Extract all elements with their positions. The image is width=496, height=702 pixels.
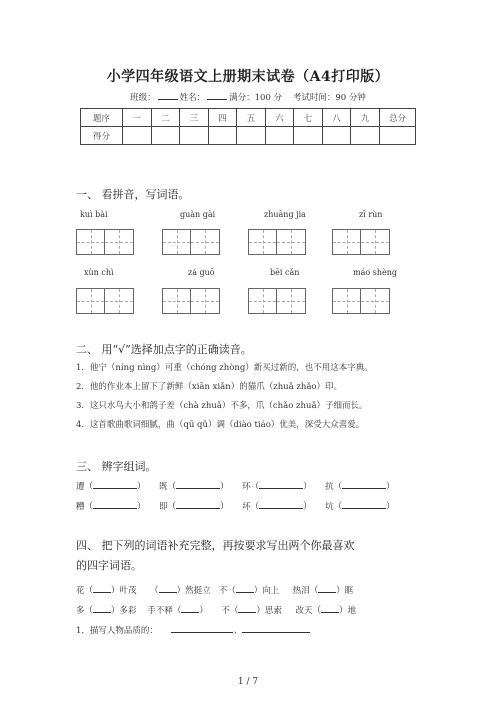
word-prefix: 即（ xyxy=(159,502,177,512)
score-cell: 四 xyxy=(208,109,237,127)
answer-blank[interactable] xyxy=(93,605,111,613)
question-line: 4．这首歌曲歌词细腻，曲（qū qǔ）调（diào tiáo）优美，深受大众喜爱。 xyxy=(76,420,365,430)
pinyin-item: bēi cǎn xyxy=(270,268,300,277)
pinyin-item: kuì bài xyxy=(80,210,108,219)
pinyin-item: zī rùn xyxy=(359,210,383,219)
question-line: 1．他宁（níng nìng）可重（chóng zhòng）新买过新的，也不用这本字典。 xyxy=(76,363,373,373)
word-suffix: ） xyxy=(386,482,395,492)
word-suffix: ） xyxy=(303,482,312,492)
answer-blank[interactable] xyxy=(321,605,339,613)
idiom-suffix: ）叶茂 xyxy=(111,586,137,596)
word-prefix: 坏（ xyxy=(242,502,260,512)
idiom-suffix: ）然挺立 xyxy=(176,586,211,596)
word-prefix: 糟（ xyxy=(76,502,94,512)
idiom-row xyxy=(76,584,353,596)
score-table xyxy=(80,108,416,145)
answer-blank[interactable] xyxy=(259,501,303,509)
score-cell: 一 xyxy=(123,109,152,127)
answer-blank[interactable] xyxy=(176,481,220,489)
section-4-heading: 四、 把下列的词语补充完整，再按要求写出两个你最喜欢 xyxy=(76,539,355,552)
score-input-cell[interactable] xyxy=(351,127,380,145)
page-number: 1 / 7 xyxy=(237,677,259,687)
exam-info xyxy=(0,91,496,103)
pinyin-item: zhuāng jia xyxy=(264,210,306,219)
score-table-score-row xyxy=(81,127,416,145)
writing-grid[interactable] xyxy=(332,229,390,255)
score-cell: 七 xyxy=(294,109,323,127)
score-input-cell[interactable] xyxy=(265,127,294,145)
name-blank[interactable] xyxy=(207,92,227,100)
writing-grid[interactable] xyxy=(248,288,306,314)
answer-blank[interactable] xyxy=(259,481,303,489)
answer-blank[interactable] xyxy=(93,501,137,509)
idiom-row xyxy=(76,604,356,616)
writing-grid[interactable] xyxy=(162,288,220,314)
score-input-cell[interactable] xyxy=(151,127,180,145)
word-suffix: ） xyxy=(137,482,146,492)
question-text: 1．描写人物品质的： xyxy=(76,626,158,636)
word-prefix: 既（ xyxy=(159,482,177,492)
word-prefix: 抗（ xyxy=(325,482,343,492)
score-input-cell[interactable] xyxy=(322,127,351,145)
answer-blank[interactable] xyxy=(236,585,254,593)
idiom-prefix: 花（ xyxy=(76,586,94,596)
answer-blank[interactable] xyxy=(159,585,177,593)
writing-grid[interactable] xyxy=(76,229,134,255)
idiom-suffix: ）眶 xyxy=(336,586,354,596)
score-cell: 题序 xyxy=(81,109,123,127)
word-suffix: ） xyxy=(303,502,312,512)
pinyin-item: zá guō xyxy=(188,268,215,277)
section-4-heading-cont: 的四字词语。 xyxy=(76,559,142,572)
answer-blank[interactable] xyxy=(176,501,220,509)
writing-grid[interactable] xyxy=(332,288,390,314)
answer-blank[interactable] xyxy=(342,501,386,509)
score-input-cell[interactable] xyxy=(123,127,152,145)
score-cell: 九 xyxy=(351,109,380,127)
word-prefix: 遭（ xyxy=(76,482,94,492)
idiom-suffix: ）地 xyxy=(338,606,356,616)
answer-blank[interactable] xyxy=(242,625,310,633)
separator: 、 xyxy=(233,626,242,636)
score-input-cell[interactable] xyxy=(208,127,237,145)
class-label: 班级： xyxy=(130,93,156,103)
score-cell: 三 xyxy=(180,109,209,127)
answer-blank[interactable] xyxy=(93,585,111,593)
word-prefix: 环（ xyxy=(242,482,260,492)
writing-grid[interactable] xyxy=(76,288,134,314)
idiom-suffix: ） xyxy=(199,606,208,616)
idiom-prefix: 多（ xyxy=(76,606,94,616)
idiom-prefix: 手不释（ xyxy=(147,606,182,616)
class-blank[interactable] xyxy=(158,92,178,100)
pinyin-item: xùn chì xyxy=(84,268,114,277)
question-line: 3．这只水鸟大小和鸽子差（chà zhuǎ）不多，爪（chǎo zhuǎ）子细而长。 xyxy=(76,401,368,411)
writing-grid[interactable] xyxy=(248,229,306,255)
score-cell: 五 xyxy=(237,109,266,127)
score-cell: 六 xyxy=(265,109,294,127)
page-title: 小学四年级语文上册期末试卷（A4打印版） xyxy=(106,69,390,85)
answer-blank[interactable] xyxy=(238,605,256,613)
pinyin-item: guàn gài xyxy=(180,210,216,219)
name-label: 姓名： xyxy=(179,93,206,103)
score-input-cell[interactable] xyxy=(180,127,209,145)
word-suffix: ） xyxy=(386,502,395,512)
section-2-heading: 二、 用“√”选择加点字的正确读音。 xyxy=(76,343,252,356)
idiom-suffix: ）向上 xyxy=(253,586,280,596)
score-input-cell[interactable] xyxy=(380,127,416,145)
section-3-heading: 三、 辨字组词。 xyxy=(76,460,157,473)
idiom-suffix: ）多彩 xyxy=(111,606,137,616)
answer-blank[interactable] xyxy=(171,625,233,633)
score-cell: 二 xyxy=(151,109,180,127)
question-line: 2．他的作业本上留下了新鲜（xiān xiǎn）的猫爪（zhuǎ zhǎo）印。 xyxy=(76,382,343,392)
word-suffix: ） xyxy=(220,502,229,512)
word-group-row xyxy=(76,500,395,512)
score-cell: 总分 xyxy=(380,109,416,127)
answer-blank[interactable] xyxy=(181,605,199,613)
word-group-row xyxy=(76,480,395,492)
exam-time: 考试时间：90 分钟 xyxy=(292,93,366,103)
answer-blank[interactable] xyxy=(318,585,336,593)
idiom-prefix: 热泪（ xyxy=(292,586,319,596)
pinyin-item: máo shèng xyxy=(353,268,397,277)
score-input-cell[interactable] xyxy=(294,127,323,145)
idiom-prefix: （ xyxy=(150,586,159,596)
idiom-suffix: ）思索 xyxy=(256,606,282,616)
word-suffix: ） xyxy=(220,482,229,492)
score-cell: 八 xyxy=(322,109,351,127)
score-table-header-row xyxy=(81,109,416,127)
word-suffix: ） xyxy=(137,502,146,512)
idiom-prefix: 不（ xyxy=(221,606,239,616)
full-score: 满分：100 分 xyxy=(229,93,283,103)
score-cell: 得分 xyxy=(81,127,123,145)
writing-grid[interactable] xyxy=(162,229,220,255)
score-input-cell[interactable] xyxy=(237,127,266,145)
answer-blank[interactable] xyxy=(342,481,386,489)
idiom-prefix: 不（ xyxy=(218,586,236,596)
word-prefix: 坑（ xyxy=(325,502,343,512)
question-line xyxy=(76,624,310,636)
idiom-prefix: 改天（ xyxy=(295,606,321,616)
answer-blank[interactable] xyxy=(93,481,137,489)
section-1-heading: 一、 看拼音，写词语。 xyxy=(76,188,190,201)
